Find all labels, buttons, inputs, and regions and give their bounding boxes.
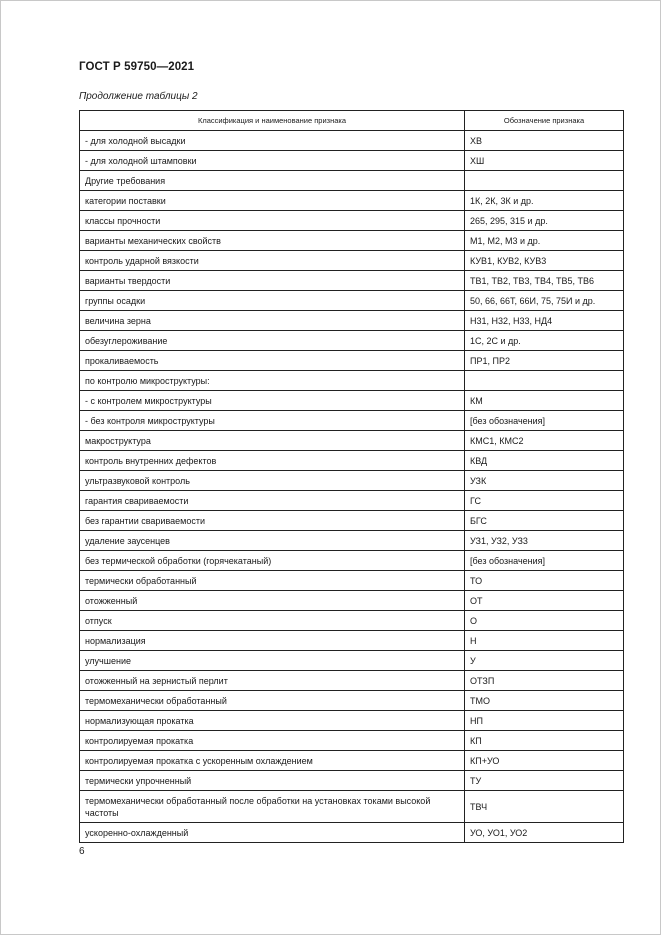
table-row xyxy=(80,511,624,531)
row-name-cell: отожженный xyxy=(80,591,465,611)
table-row xyxy=(80,131,624,151)
row-name-cell: нормализация xyxy=(80,631,465,651)
row-name-cell: без термической обработки (горячекатаный) xyxy=(80,551,465,571)
row-code-cell: КП xyxy=(465,731,624,751)
table-row xyxy=(80,311,624,331)
row-name-cell: отпуск xyxy=(80,611,465,631)
row-code-cell: ОТЗП xyxy=(465,671,624,691)
row-name-cell: улучшение xyxy=(80,651,465,671)
table-row xyxy=(80,571,624,591)
table-row xyxy=(80,171,624,191)
row-code-cell: ТВ1, ТВ2, ТВ3, ТВ4, ТВ5, ТВ6 xyxy=(465,271,624,291)
table-row xyxy=(80,731,624,751)
row-code-cell: БГС xyxy=(465,511,624,531)
table-row xyxy=(80,591,624,611)
row-code-cell: УО, УО1, УО2 xyxy=(465,823,624,843)
row-code-cell: УЗК xyxy=(465,471,624,491)
row-code-cell: 265, 295, 315 и др. xyxy=(465,211,624,231)
table-row xyxy=(80,823,624,843)
table-row xyxy=(80,191,624,211)
row-code-cell: ТМО xyxy=(465,691,624,711)
row-code-cell: УЗ1, УЗ2, УЗ3 xyxy=(465,531,624,551)
row-code-cell: ХШ xyxy=(465,151,624,171)
row-code-cell: [без обозначения] xyxy=(465,411,624,431)
row-name-cell: обезуглероживание xyxy=(80,331,465,351)
table-row xyxy=(80,491,624,511)
row-code-cell: М1, М2, М3 и др. xyxy=(465,231,624,251)
row-code-cell: Н31, Н32, Н33, НД4 xyxy=(465,311,624,331)
column-header-code: Обозначение признака xyxy=(465,111,624,131)
table-header-row xyxy=(80,111,624,131)
row-name-cell: ускоренно-охлажденный xyxy=(80,823,465,843)
table-row xyxy=(80,611,624,631)
row-name-cell: - с контролем микроструктуры xyxy=(80,391,465,411)
row-name-cell: макроструктура xyxy=(80,431,465,451)
row-name-cell: по контролю микроструктуры: xyxy=(80,371,465,391)
row-name-cell: прокаливаемость xyxy=(80,351,465,371)
row-code-cell: У xyxy=(465,651,624,671)
row-code-cell: КУВ1, КУВ2, КУВ3 xyxy=(465,251,624,271)
table-row xyxy=(80,271,624,291)
row-name-cell: - без контроля микроструктуры xyxy=(80,411,465,431)
table-row xyxy=(80,251,624,271)
row-code-cell: 1С, 2С и др. xyxy=(465,331,624,351)
table-row xyxy=(80,431,624,451)
row-name-cell: ультразвуковой контроль xyxy=(80,471,465,491)
row-name-cell: контроль ударной вязкости xyxy=(80,251,465,271)
row-name-cell: - для холодной высадки xyxy=(80,131,465,151)
table-row xyxy=(80,651,624,671)
page-number: 6 xyxy=(79,846,85,857)
row-name-cell: термомеханически обработанный xyxy=(80,691,465,711)
row-code-cell: Н xyxy=(465,631,624,651)
table-row xyxy=(80,151,624,171)
classification-table xyxy=(79,110,624,843)
row-code-cell: ХВ xyxy=(465,131,624,151)
document-title: ГОСТ Р 59750—2021 xyxy=(79,61,195,73)
row-name-cell: контролируемая прокатка xyxy=(80,731,465,751)
table-row xyxy=(80,691,624,711)
table-row xyxy=(80,351,624,371)
row-name-cell: без гарантии свариваемости xyxy=(80,511,465,531)
table-row xyxy=(80,471,624,491)
row-code-cell: ПР1, ПР2 xyxy=(465,351,624,371)
table-row xyxy=(80,391,624,411)
table-row xyxy=(80,791,624,823)
row-name-cell: величина зерна xyxy=(80,311,465,331)
table-row xyxy=(80,451,624,471)
table-row xyxy=(80,331,624,351)
column-header-name: Классификация и наименование признака xyxy=(80,111,465,131)
table-row xyxy=(80,291,624,311)
table-row xyxy=(80,711,624,731)
row-code-cell xyxy=(465,371,624,391)
row-name-cell: нормализующая прокатка xyxy=(80,711,465,731)
table-row xyxy=(80,211,624,231)
table-row xyxy=(80,631,624,651)
row-code-cell: ТУ xyxy=(465,771,624,791)
table-row xyxy=(80,231,624,251)
row-name-cell: категории поставки xyxy=(80,191,465,211)
table-row xyxy=(80,771,624,791)
row-code-cell: КМС1, КМС2 xyxy=(465,431,624,451)
table-row xyxy=(80,371,624,391)
row-code-cell: ГС xyxy=(465,491,624,511)
table-row xyxy=(80,411,624,431)
row-name-cell: - для холодной штамповки xyxy=(80,151,465,171)
table-row xyxy=(80,751,624,771)
row-name-cell: контролируемая прокатка с ускоренным охлаждением xyxy=(80,751,465,771)
row-name-cell: удаление заусенцев xyxy=(80,531,465,551)
row-code-cell: ОТ xyxy=(465,591,624,611)
row-code-cell: КВД xyxy=(465,451,624,471)
row-code-cell: ТВЧ xyxy=(465,791,624,823)
row-code-cell: ТО xyxy=(465,571,624,591)
row-name-cell: гарантия свариваемости xyxy=(80,491,465,511)
row-code-cell: 1К, 2К, 3К и др. xyxy=(465,191,624,211)
row-name-cell: контроль внутренних дефектов xyxy=(80,451,465,471)
table-row xyxy=(80,531,624,551)
row-name-cell: классы прочности xyxy=(80,211,465,231)
row-code-cell: 50, 66, 66Т, 66И, 75, 75И и др. xyxy=(465,291,624,311)
row-name-cell: термически обработанный xyxy=(80,571,465,591)
table-row xyxy=(80,671,624,691)
row-code-cell xyxy=(465,171,624,191)
row-name-cell: термически упрочненный xyxy=(80,771,465,791)
table-caption: Продолжение таблицы 2 xyxy=(79,91,198,102)
row-code-cell: КМ xyxy=(465,391,624,411)
row-name-cell: термомеханически обработанный после обработки на установках токами высокой частоты xyxy=(80,791,465,823)
row-name-cell: отожженный на зернистый перлит xyxy=(80,671,465,691)
row-name-cell: варианты твердости xyxy=(80,271,465,291)
row-name-cell: Другие требования xyxy=(80,171,465,191)
row-code-cell: [без обозначения] xyxy=(465,551,624,571)
row-code-cell: НП xyxy=(465,711,624,731)
row-name-cell: группы осадки xyxy=(80,291,465,311)
row-code-cell: КП+УО xyxy=(465,751,624,771)
table-row xyxy=(80,551,624,571)
row-code-cell: О xyxy=(465,611,624,631)
row-name-cell: варианты механических свойств xyxy=(80,231,465,251)
